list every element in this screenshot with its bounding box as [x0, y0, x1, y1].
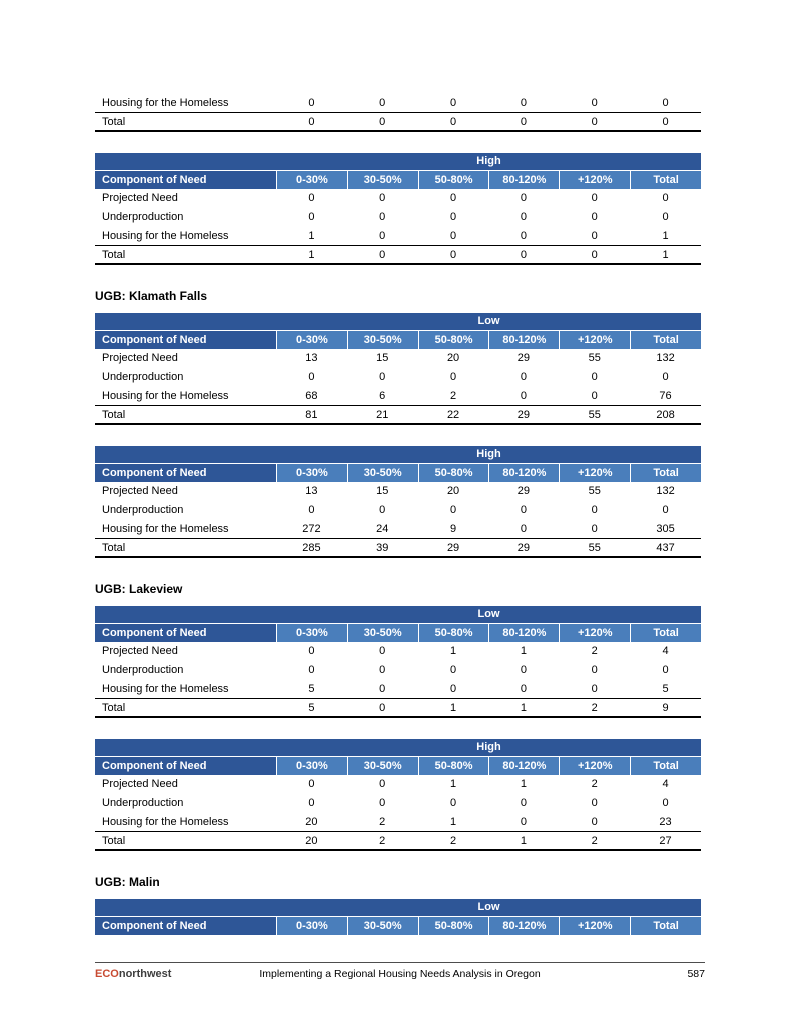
value-cell: 285: [302, 542, 321, 554]
table-row: [95, 368, 701, 387]
column-header: +120%: [560, 757, 630, 775]
row-label: Projected Need: [102, 645, 178, 657]
column-header: 30-50%: [348, 171, 418, 189]
band-spacer: [95, 446, 276, 463]
value-cell: 20: [305, 835, 318, 847]
value-cell: 5: [662, 683, 669, 695]
value-cell: 0: [308, 97, 315, 109]
value-cell: 4: [662, 778, 669, 790]
value-cell: 81: [305, 409, 318, 421]
column-header: 50-80%: [419, 917, 489, 935]
table-row: [95, 775, 701, 794]
row-label: Total: [102, 409, 126, 421]
row-label: Housing for the Homeless: [102, 816, 229, 828]
scenario-band-label: Low: [477, 608, 500, 620]
column-header: 80-120%: [489, 464, 559, 482]
column-header: 0-30%: [277, 624, 347, 642]
value-cell: 0: [662, 504, 669, 516]
column-header: 50-80%: [419, 757, 489, 775]
table-header-row: [95, 624, 701, 642]
table-row: [95, 246, 701, 265]
column-header: 30-50%: [348, 917, 418, 935]
value-cell: 29: [517, 352, 531, 364]
scenario-band-label: High: [476, 155, 501, 167]
value-cell: 55: [588, 409, 601, 421]
value-cell: 0: [520, 192, 527, 204]
value-cell: 27: [659, 835, 672, 847]
value-cell: 0: [379, 249, 386, 261]
value-cell: 0: [450, 664, 457, 676]
column-header: +120%: [560, 171, 630, 189]
column-header: 80-120%: [489, 171, 559, 189]
band-spacer: [95, 313, 276, 330]
value-cell: 132: [656, 485, 675, 497]
needs-table: [95, 446, 701, 558]
value-cell: 0: [662, 211, 669, 223]
value-cell: 0: [662, 797, 669, 809]
value-cell: 0: [591, 230, 598, 242]
column-header: Total: [631, 171, 701, 189]
value-cell: 2: [379, 835, 386, 847]
value-cell: 1: [662, 249, 669, 261]
value-cell: 0: [662, 97, 669, 109]
column-header: +120%: [560, 464, 630, 482]
report-content: [95, 94, 701, 956]
brand-northwest: northwest: [118, 968, 172, 980]
table-header-row: [95, 331, 701, 349]
value-cell: 0: [450, 230, 457, 242]
value-cell: 0: [520, 371, 527, 383]
column-header: 50-80%: [419, 624, 489, 642]
value-cell: 29: [446, 542, 460, 554]
column-header: 30-50%: [348, 464, 418, 482]
row-label: Housing for the Homeless: [102, 390, 229, 402]
value-cell: 0: [379, 116, 386, 128]
page-footer: [95, 962, 705, 980]
column-header: 80-120%: [489, 624, 559, 642]
value-cell: 0: [308, 211, 315, 223]
value-cell: 0: [591, 664, 598, 676]
value-cell: 29: [517, 542, 531, 554]
scenario-band-label: Low: [477, 315, 500, 327]
table-band: [95, 153, 701, 170]
value-cell: 9: [662, 702, 669, 714]
column-header: 50-80%: [419, 464, 489, 482]
table-row: [95, 349, 701, 368]
value-cell: 0: [450, 97, 457, 109]
value-cell: 13: [305, 485, 318, 497]
value-cell: 0: [520, 249, 527, 261]
table-row: [95, 794, 701, 813]
row-label: Total: [102, 249, 126, 261]
value-cell: 0: [591, 249, 598, 261]
value-cell: 0: [308, 664, 315, 676]
column-header: +120%: [560, 331, 630, 349]
value-cell: 0: [520, 523, 527, 535]
column-header: 50-80%: [419, 171, 489, 189]
column-header: +120%: [560, 624, 630, 642]
value-cell: 76: [659, 390, 672, 402]
needs-table: [95, 899, 701, 935]
table-row: [95, 387, 701, 406]
component-of-need-header: Component of Need: [95, 757, 276, 775]
row-label: Underproduction: [102, 504, 184, 516]
value-cell: 2: [591, 835, 598, 847]
value-cell: 1: [450, 645, 457, 657]
table-row: [95, 813, 701, 832]
column-header: Total: [631, 464, 701, 482]
value-cell: 24: [376, 523, 389, 535]
column-header: 30-50%: [348, 331, 418, 349]
row-label: Underproduction: [102, 664, 184, 676]
table-row: [95, 406, 701, 425]
column-header: 0-30%: [277, 757, 347, 775]
value-cell: 68: [305, 390, 318, 402]
scenario-band-label: Low: [477, 901, 500, 913]
value-cell: 29: [517, 485, 531, 497]
value-cell: 0: [520, 230, 527, 242]
row-label: Housing for the Homeless: [102, 683, 229, 695]
column-header: Total: [631, 331, 701, 349]
table-row: [95, 520, 701, 539]
value-cell: 0: [662, 192, 669, 204]
needs-table: [95, 739, 701, 851]
table-band: [95, 446, 701, 463]
value-cell: 20: [446, 352, 460, 364]
table-header-row: [95, 757, 701, 775]
value-cell: 132: [656, 352, 675, 364]
table-header-row: [95, 464, 701, 482]
value-cell: 2: [591, 645, 598, 657]
value-cell: 0: [308, 371, 315, 383]
scenario-band-label: High: [476, 448, 501, 460]
row-label: Projected Need: [102, 485, 178, 497]
value-cell: 23: [659, 816, 672, 828]
component-of-need-header: Component of Need: [95, 624, 276, 642]
column-header: 0-30%: [277, 917, 347, 935]
table-header-row: [95, 171, 701, 189]
value-cell: 0: [379, 97, 386, 109]
band-spacer: [95, 606, 276, 623]
column-header: +120%: [560, 917, 630, 935]
value-cell: 22: [446, 409, 460, 421]
row-label: Projected Need: [102, 192, 178, 204]
value-cell: 1: [450, 816, 457, 828]
row-label: Housing for the Homeless: [102, 230, 229, 242]
footer-brand: [95, 968, 225, 980]
value-cell: 29: [517, 409, 531, 421]
band-spacer: [95, 899, 276, 916]
column-header: 30-50%: [348, 624, 418, 642]
value-cell: 0: [308, 778, 315, 790]
value-cell: 20: [305, 816, 318, 828]
row-label: Projected Need: [102, 778, 178, 790]
value-cell: 0: [591, 116, 598, 128]
value-cell: 0: [379, 371, 386, 383]
value-cell: 0: [308, 192, 315, 204]
value-cell: 0: [662, 664, 669, 676]
column-header: 80-120%: [489, 757, 559, 775]
value-cell: 4: [662, 645, 669, 657]
value-cell: 0: [308, 797, 315, 809]
brand-eco: ECO: [95, 968, 119, 980]
value-cell: 21: [376, 409, 389, 421]
scenario-band-label: High: [476, 741, 501, 753]
value-cell: 13: [305, 352, 318, 364]
table-row: [95, 113, 701, 132]
value-cell: 1: [308, 249, 315, 261]
table-row: [95, 501, 701, 520]
row-label: Total: [102, 702, 126, 714]
value-cell: 0: [379, 211, 386, 223]
value-cell: 0: [520, 816, 527, 828]
value-cell: 1: [662, 230, 669, 242]
row-label: Total: [102, 542, 126, 554]
row-label: Total: [102, 116, 126, 128]
value-cell: 0: [450, 683, 457, 695]
value-cell: 0: [450, 192, 457, 204]
value-cell: 55: [588, 485, 601, 497]
row-label: Total: [102, 835, 126, 847]
value-cell: 0: [591, 797, 598, 809]
value-cell: 0: [450, 371, 457, 383]
value-cell: 20: [446, 485, 460, 497]
table-row: [95, 208, 701, 227]
value-cell: 0: [379, 683, 386, 695]
value-cell: 1: [450, 778, 457, 790]
table-header-row: [95, 917, 701, 935]
value-cell: 0: [591, 523, 598, 535]
value-cell: 1: [450, 702, 457, 714]
column-header: 0-30%: [277, 464, 347, 482]
value-cell: 0: [450, 211, 457, 223]
table-row: [95, 539, 701, 558]
value-cell: 0: [520, 664, 527, 676]
component-of-need-header: Component of Need: [95, 331, 276, 349]
value-cell: 0: [591, 504, 598, 516]
value-cell: 0: [379, 664, 386, 676]
value-cell: 0: [662, 371, 669, 383]
value-cell: 272: [302, 523, 321, 535]
band-spacer: [95, 739, 276, 756]
value-cell: 0: [520, 797, 527, 809]
value-cell: 0: [591, 390, 598, 402]
needs-table: [95, 313, 701, 425]
table-row: [95, 482, 701, 501]
column-header: Total: [631, 757, 701, 775]
value-cell: 55: [588, 542, 601, 554]
component-of-need-header: Component of Need: [95, 171, 276, 189]
value-cell: 0: [450, 249, 457, 261]
value-cell: 39: [376, 542, 389, 554]
table-band: [95, 899, 701, 916]
row-label: Housing for the Homeless: [102, 523, 229, 535]
value-cell: 15: [376, 485, 389, 497]
value-cell: 305: [656, 523, 675, 535]
table-row: [95, 661, 701, 680]
value-cell: 5: [308, 702, 315, 714]
section-heading: UGB: Lakeview: [95, 582, 183, 596]
component-of-need-header: Component of Need: [95, 917, 276, 935]
table-band: [95, 606, 701, 623]
column-header: Total: [631, 624, 701, 642]
row-label: Underproduction: [102, 371, 184, 383]
value-cell: 2: [450, 390, 457, 402]
value-cell: 0: [520, 504, 527, 516]
column-header: 0-30%: [277, 331, 347, 349]
table-row: [95, 832, 701, 851]
row-label: Housing for the Homeless: [102, 97, 229, 109]
value-cell: 0: [450, 797, 457, 809]
value-cell: 6: [379, 390, 386, 402]
value-cell: 0: [379, 797, 386, 809]
value-cell: 0: [591, 192, 598, 204]
value-cell: 0: [379, 504, 386, 516]
value-cell: 0: [520, 97, 527, 109]
value-cell: 0: [450, 116, 457, 128]
section-heading: UGB: Klamath Falls: [95, 289, 208, 303]
value-cell: 0: [379, 230, 386, 242]
value-cell: 0: [379, 778, 386, 790]
value-cell: 208: [656, 409, 675, 421]
table-row: [95, 642, 701, 661]
table-row: [95, 680, 701, 699]
row-label: Underproduction: [102, 797, 184, 809]
column-header: 80-120%: [489, 331, 559, 349]
value-cell: 1: [520, 835, 527, 847]
component-of-need-header: Component of Need: [95, 464, 276, 482]
band-spacer: [95, 153, 276, 170]
column-header: 30-50%: [348, 757, 418, 775]
value-cell: 0: [308, 504, 315, 516]
table-row: [95, 189, 701, 208]
value-cell: 0: [591, 816, 598, 828]
needs-table: [95, 606, 701, 718]
value-cell: 55: [588, 352, 601, 364]
table-row: [95, 227, 701, 246]
value-cell: 0: [450, 504, 457, 516]
value-cell: 0: [379, 702, 386, 714]
value-cell: 0: [308, 116, 315, 128]
value-cell: 2: [591, 778, 598, 790]
column-header: 50-80%: [419, 331, 489, 349]
table-continued: [95, 94, 701, 132]
value-cell: 0: [308, 645, 315, 657]
value-cell: 0: [591, 211, 598, 223]
value-cell: 1: [520, 778, 527, 790]
column-header: 0-30%: [277, 171, 347, 189]
needs-table: [95, 153, 701, 265]
row-label: Projected Need: [102, 352, 178, 364]
value-cell: 0: [591, 97, 598, 109]
table-band: [95, 313, 701, 330]
section-heading: UGB: Malin: [95, 875, 160, 889]
value-cell: 437: [656, 542, 675, 554]
footer-title: Implementing a Regional Housing Needs Analysis in Oregon: [259, 968, 541, 980]
value-cell: 9: [450, 523, 457, 535]
column-header: 80-120%: [489, 917, 559, 935]
value-cell: 0: [379, 645, 386, 657]
value-cell: 5: [308, 683, 315, 695]
value-cell: 2: [379, 816, 386, 828]
table-row: [95, 94, 701, 113]
value-cell: 0: [520, 390, 527, 402]
value-cell: 1: [520, 645, 527, 657]
value-cell: 0: [520, 116, 527, 128]
value-cell: 0: [662, 116, 669, 128]
value-cell: 2: [450, 835, 457, 847]
value-cell: 0: [591, 371, 598, 383]
table-band: [95, 739, 701, 756]
value-cell: 0: [520, 211, 527, 223]
value-cell: 0: [591, 683, 598, 695]
value-cell: 15: [376, 352, 389, 364]
value-cell: 1: [308, 230, 315, 242]
value-cell: 0: [379, 192, 386, 204]
column-header: Total: [631, 917, 701, 935]
value-cell: 1: [520, 702, 527, 714]
value-cell: 0: [520, 683, 527, 695]
page-number: 587: [687, 968, 705, 980]
row-label: Underproduction: [102, 211, 184, 223]
table-row: [95, 699, 701, 718]
value-cell: 2: [591, 702, 598, 714]
